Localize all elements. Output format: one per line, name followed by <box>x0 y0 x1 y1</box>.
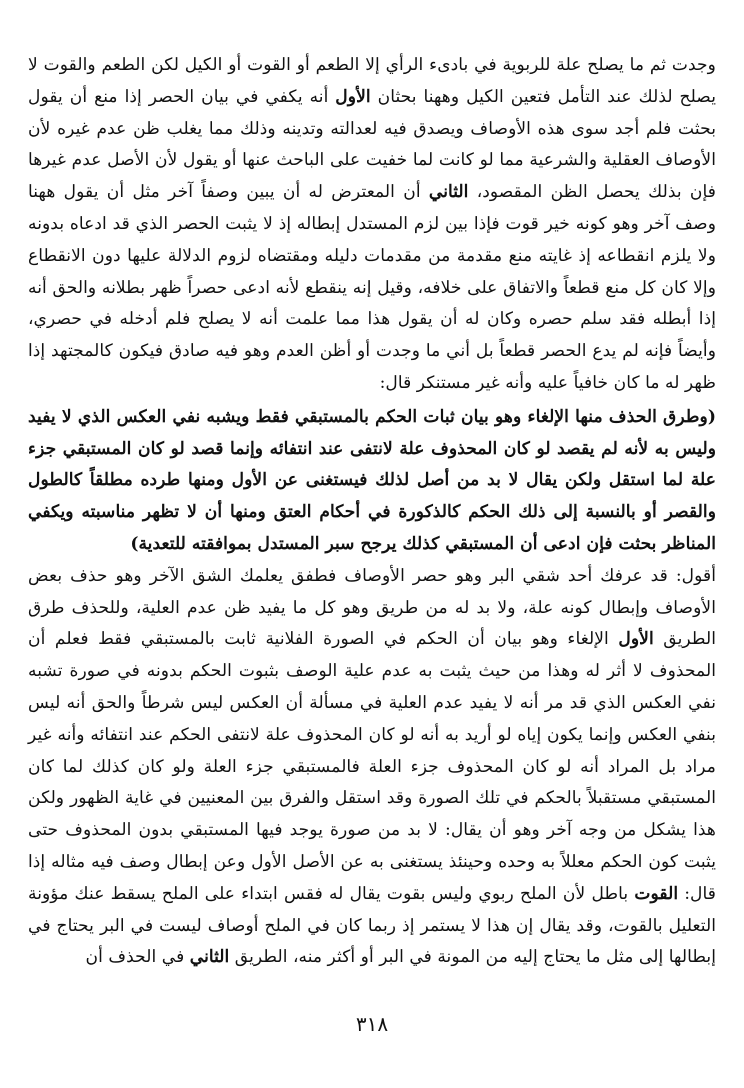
bold-term: القوت <box>634 883 679 904</box>
commentary-text: أقول: قد عرفك أحد شقي البر وهو حصر الأوصاف فطفق يعلمك الشق الآخر وهو حذف بعض الأوصاف وإبطال كونه علة، ولا بد له من طريق وهو كل ما يفيد ظن عدم العلية، وللحذف طرق الطريق <box>28 565 716 650</box>
commentary-text: باطل لأن الملح ربوي وليس بقوت يقال له فقس ابتداء على الملح يسقط عنك مؤونة التعليل بالقوت، وقد يقال إن هذا لا يستمر إذ ربما كان في الملح أوصاف ليست في البر يحتاج في إبطالها إلى مثل ما يحتاج إليه من المونة في البر أو أكثر منه، الطريق <box>28 883 716 968</box>
commentary-text: الإلغاء وهو بيان أن الحكم في الصورة الفلانية ثابت بالمستبقي فقط فعلم أن المحذوف لا أثر له وهذا من حيث يثبت به عدم علية الوصف بثبوت الحكم بدونه في صورة تشبه نفي العكس الذي قد مر أنه لا يفيد عدم العلية في مسألة أن العكس ليس شرطاً والحق أنه ليس بنفي العكس وإنما يكون إياه لو أريد به أنه لو كان المحذوف علة لانتفى الحكم عند انتفائه وأنه غير مراد بل المراد أنه لو كان المحذوف جزء العلة فالمستبقي جزء العلة ولو كان كذلك لما كان المستبقي مستقبلاً بالحكم في تلك الصورة وقد استقل والفرق بين المعنيين في غاية الظهور ولكن هذا يشكل من وجه آخر وهو أن يقال: لا بد من صورة يوجد فيها المستبقي بدون المحذوف حتى يثبت كون الحكم معللاً به وحده وحينئذ يستغنى به عن الأصل الأول وعن إبطال وصف فيه مثاله إذا قال: <box>28 629 716 904</box>
commentary-text: وجدت ثم ما يصلح علة للربوية في بادىء الرأي إلا الطعم أو القوت أو الكيل لكن الطعم والقوت لا يصلح لذلك عند التأمل فتعين الكيل وههنا بحثان <box>28 55 716 107</box>
commentary-paragraph-1 <box>28 50 716 400</box>
commentary-text: أن المعترض له أن يبين وصفاً آخر مثل أن يقول ههنا وصف آخر وهو كونه خير قوت فإذا بين لزم المستدل إبطاله إذ لا يثبت الحصر الذي قد ادعاه بدونه ولا يلزم انقطاعه إذ غايته منع مقدمة من مقدمات دليله ومقتضاه لزوم الدلالة عليها دون الانقطاع وإلا كان كل منع قطعاً والاتفاق على خلافه، وقيل إنه ينقطع لأنه ادعى حصراً ظهر بطلانه والحق أنه إذا أبطله فقد سلم حصره وكان له أن يقول هذا مما علمت أنه لا يصلح فلم أدخله في حصري، وأيضاً فإنه لم يدع الحصر قطعاً بل أني ما وجدت أو أظن العدم وهو فيه صادق فيكون كالمجتهد إذا ظهر له ما كان خافياً عليه وأنه غير مستنكر قال: <box>28 182 716 393</box>
matn-paragraph: (وطرق الحذف منها الإلغاء وهو بيان ثبات الحكم بالمستبقي فقط ويشبه نفي العكس الذي لا يفيد وليس به لأنه لم يقصد لو كان المحذوف علة لانتفى عند انتفائه وإنما قصد لو كان المستبقي جزء علة لما استقل ولكن يقال لا بد من أصل لذلك فيستغنى عن الأول ومنها طرده مطلقاً كالطول والقصر أو بالنسبة إلى ذلك الحكم كالذكورة في أحكام العتق ومنها أن لا تظهر مناسبته ويكفي المناظر بحثت فإن ادعى أن المستبقي كذلك يرجح سبر المستدل بموافقته للتعدية) <box>28 406 716 554</box>
bold-term: الأول <box>335 86 371 107</box>
commentary-paragraph-2 <box>28 561 716 974</box>
commentary-text: أنه يكفي في بيان الحصر إذا منع أن يقول بحثت فلم أجد سوى هذه الأوصاف ويصدق فيه لعدالته وتدينه وذلك مما يغلب ظن عدم غيره لأن الأوصاف العقلية والشرعية مما لو كانت لما خفيت على الباحث عنها أو يقول لأن الأصل عدم غيرها فإن بذلك يحصل الظن المقصود، <box>28 86 716 203</box>
bold-term: الثاني <box>189 947 230 968</box>
commentary-text: في الحذف أن <box>85 947 185 968</box>
bold-term: الثاني <box>428 182 469 203</box>
page-body <box>28 50 716 974</box>
page-number: ٣١٨ <box>355 1012 389 1036</box>
bold-term: الأول <box>618 629 654 650</box>
